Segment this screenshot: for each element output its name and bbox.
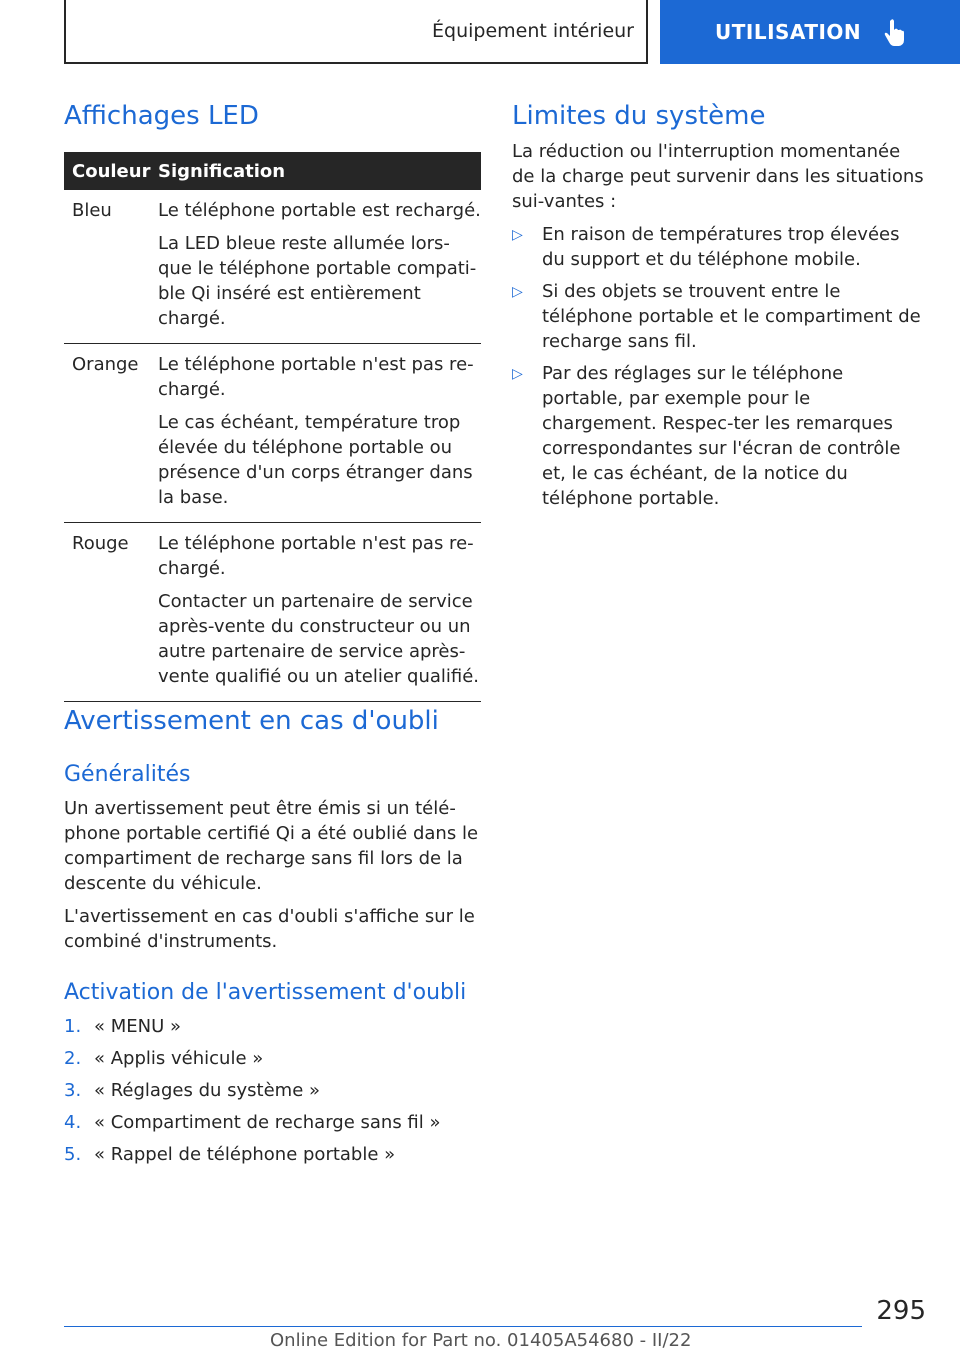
limits-content bbox=[512, 139, 926, 518]
led-color-cell: Rouge bbox=[64, 523, 158, 702]
activation-steps bbox=[64, 1014, 481, 1167]
step-text: « Compartiment de recharge sans fil » bbox=[94, 1112, 441, 1133]
chapter-title: UTILISATION bbox=[715, 20, 862, 44]
activation-steps-wrap bbox=[64, 1014, 481, 1174]
table-row bbox=[64, 190, 481, 344]
table-row bbox=[64, 344, 481, 523]
step-number: 1. bbox=[64, 1016, 82, 1037]
led-meaning-cell bbox=[158, 523, 481, 702]
general-title: Généralités bbox=[64, 762, 191, 787]
list-item bbox=[512, 279, 926, 354]
hand-pointer-icon bbox=[883, 18, 905, 46]
bullet-text: Si des objets se trouvent entre le téléphone portable et le compartiment de recharge sans fil. bbox=[542, 281, 921, 352]
table-row bbox=[64, 523, 481, 702]
triangle-bullet-icon: ▷ bbox=[512, 366, 523, 382]
step-text: « Applis véhicule » bbox=[94, 1048, 264, 1069]
led-color-cell: Bleu bbox=[64, 190, 158, 344]
led-meaning-cell bbox=[158, 190, 481, 344]
led-table bbox=[64, 152, 481, 702]
bullet-text: Par des réglages sur le téléphone portable, par exemple pour le chargement. Respec-ter les remarques correspondantes sur l'écran de contrôle et, le cas échéant, de la notice du téléphone portable. bbox=[542, 363, 901, 509]
limits-section-title: Limites du système bbox=[512, 101, 766, 131]
led-color-cell: Orange bbox=[64, 344, 158, 523]
meaning-line: Le téléphone portable est rechargé. bbox=[158, 200, 481, 221]
list-item bbox=[64, 1110, 481, 1135]
list-item bbox=[512, 361, 926, 511]
chapter-tab[interactable] bbox=[660, 0, 960, 64]
meaning-line: Le cas échéant, température trop élevée du téléphone portable ou présence d'un corps étranger dans la base. bbox=[158, 412, 473, 508]
section-header bbox=[64, 0, 648, 64]
general-paragraph-2: L'avertissement en cas d'oubli s'affiche sur le combiné d'instruments. bbox=[64, 906, 475, 952]
led-section-title: Affichages LED bbox=[64, 101, 259, 131]
step-number: 2. bbox=[64, 1048, 82, 1069]
led-meaning-cell bbox=[158, 344, 481, 523]
step-text: « Rappel de téléphone portable » bbox=[94, 1144, 396, 1165]
step-text: « MENU » bbox=[94, 1016, 182, 1037]
meaning-line: Le téléphone portable n'est pas re-chargé. bbox=[158, 533, 474, 579]
list-item bbox=[64, 1046, 481, 1071]
section-title: Équipement intérieur bbox=[432, 20, 634, 42]
list-item bbox=[64, 1078, 481, 1103]
list-item bbox=[64, 1014, 481, 1039]
led-table-wrap bbox=[64, 152, 481, 702]
warning-section-title: Avertissement en cas d'oubli bbox=[64, 706, 439, 736]
general-paragraph-1: Un avertissement peut être émis si un télé-phone portable certifié Qi a été oublié dans le compartiment de recharge sans fil lors de la descente du véhicule. bbox=[64, 798, 479, 894]
meaning-line: Contacter un partenaire de service après-vente du constructeur ou un autre partenaire de service après-vente qualifié ou un atelier qualifié. bbox=[158, 591, 480, 687]
table-header-color: Couleur bbox=[64, 152, 158, 190]
footer-divider bbox=[64, 1326, 862, 1327]
general-text bbox=[64, 796, 481, 954]
limits-bullets bbox=[512, 222, 926, 511]
triangle-bullet-icon: ▷ bbox=[512, 284, 523, 300]
page-number: 295 bbox=[876, 1296, 926, 1326]
list-item bbox=[512, 222, 926, 272]
limits-intro: La réduction ou l'interruption momentanée de la charge peut survenir dans les situations sui-vantes : bbox=[512, 141, 924, 212]
table-header-meaning: Signification bbox=[158, 152, 481, 190]
bullet-text: En raison de températures trop élevées du support et du téléphone mobile. bbox=[542, 224, 900, 270]
edition-text: Online Edition for Part no. 01405A54680 - II/22 bbox=[270, 1330, 692, 1351]
step-text: « Réglages du système » bbox=[94, 1080, 321, 1101]
step-number: 5. bbox=[64, 1144, 82, 1165]
step-number: 3. bbox=[64, 1080, 82, 1101]
activation-title: Activation de l'avertissement d'oubli bbox=[64, 980, 467, 1005]
meaning-line: La LED bleue reste allumée lors-que le téléphone portable compati-ble Qi inséré est entièrement chargé. bbox=[158, 233, 477, 329]
list-item bbox=[64, 1142, 481, 1167]
triangle-bullet-icon: ▷ bbox=[512, 227, 523, 243]
meaning-line: Le téléphone portable n'est pas re-chargé. bbox=[158, 354, 474, 400]
step-number: 4. bbox=[64, 1112, 82, 1133]
